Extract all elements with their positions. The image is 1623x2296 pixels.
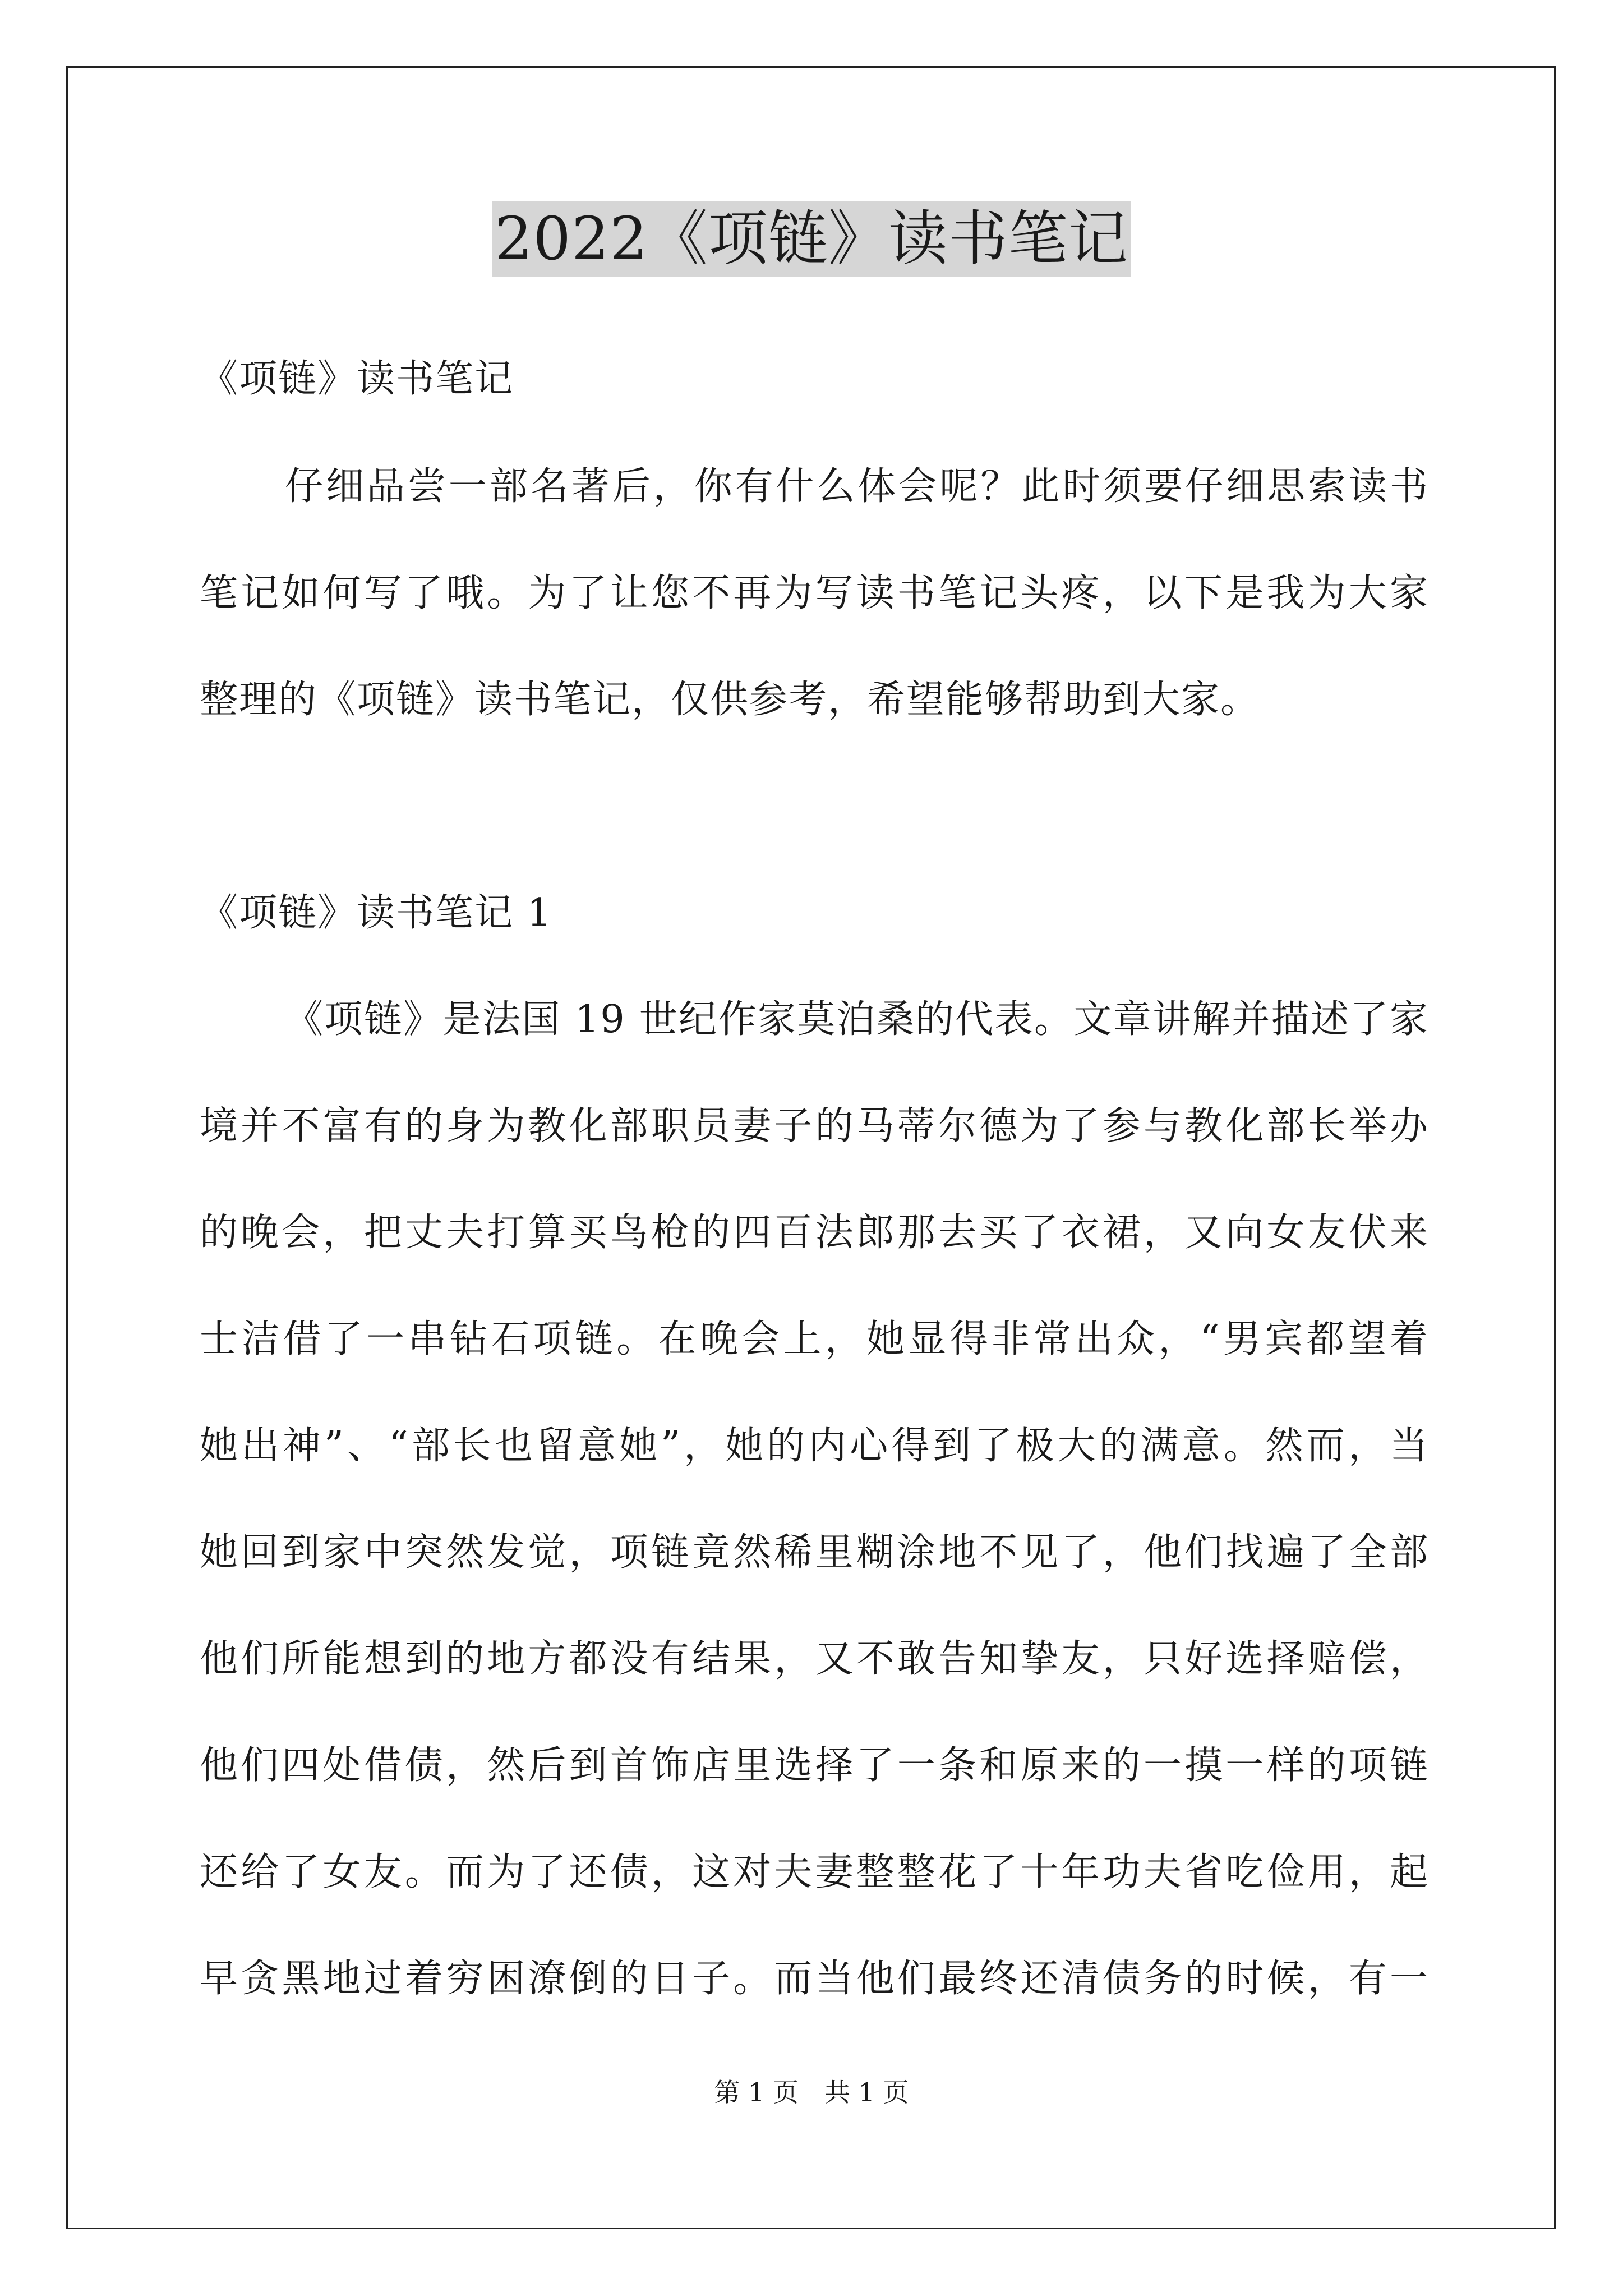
body-line: 境并不富有的身为教化部职员妻子的马蒂尔德为了参与教化部长举办: [200, 1104, 1429, 1148]
intro-line: 整理的《项链》读书笔记，仅供参考，希望能够帮助到大家。: [200, 678, 1260, 722]
body-line: 《项链》是法国 19 世纪作家莫泊桑的代表。文章讲解并描述了家: [285, 997, 1429, 1042]
section-heading: 《项链》读书笔记 1: [200, 891, 552, 935]
body-line: 的晚会，把丈夫打算买鸟枪的四百法郎那去买了衣裙，又向女友伏来: [200, 1211, 1429, 1255]
body-line: 还给了女友。而为了还债，这对夫妻整整花了十年功夫省吃俭用，起: [200, 1850, 1429, 1894]
intro-line: 笔记如何写了哦。为了让您不再为写读书笔记头疼，以下是我为大家: [200, 571, 1429, 615]
title-container: [0, 201, 1623, 277]
subtitle: 《项链》读书笔记: [200, 357, 514, 401]
intro-line: 仔细品尝一部名著后，你有什么体会呢？此时须要仔细思索读书: [285, 464, 1429, 509]
body-line: 士洁借了一串钻石项链。在晚会上，她显得非常出众，“男宾都望着: [200, 1317, 1429, 1361]
body-line: 她回到家中突然发觉，项链竟然稀里糊涂地不见了，他们找遍了全部: [200, 1530, 1429, 1575]
body-line: 他们所能想到的地方都没有结果，又不敢告知挚友，只好选择赔偿，: [200, 1637, 1429, 1681]
page-footer: 第 1 页 共 1 页: [714, 2077, 909, 2108]
document-title: 2022《项链》读书笔记: [492, 201, 1131, 277]
body-line: 他们四处借债，然后到首饰店里选择了一条和原来的一摸一样的项链: [200, 1743, 1429, 1788]
body-line: 早贪黑地过着穷困潦倒的日子。而当他们最终还清债务的时候，有一: [200, 1957, 1429, 2001]
body-line: 她出神”、“部长也留意她”，她的内心得到了极大的满意。然而，当: [200, 1424, 1429, 1468]
